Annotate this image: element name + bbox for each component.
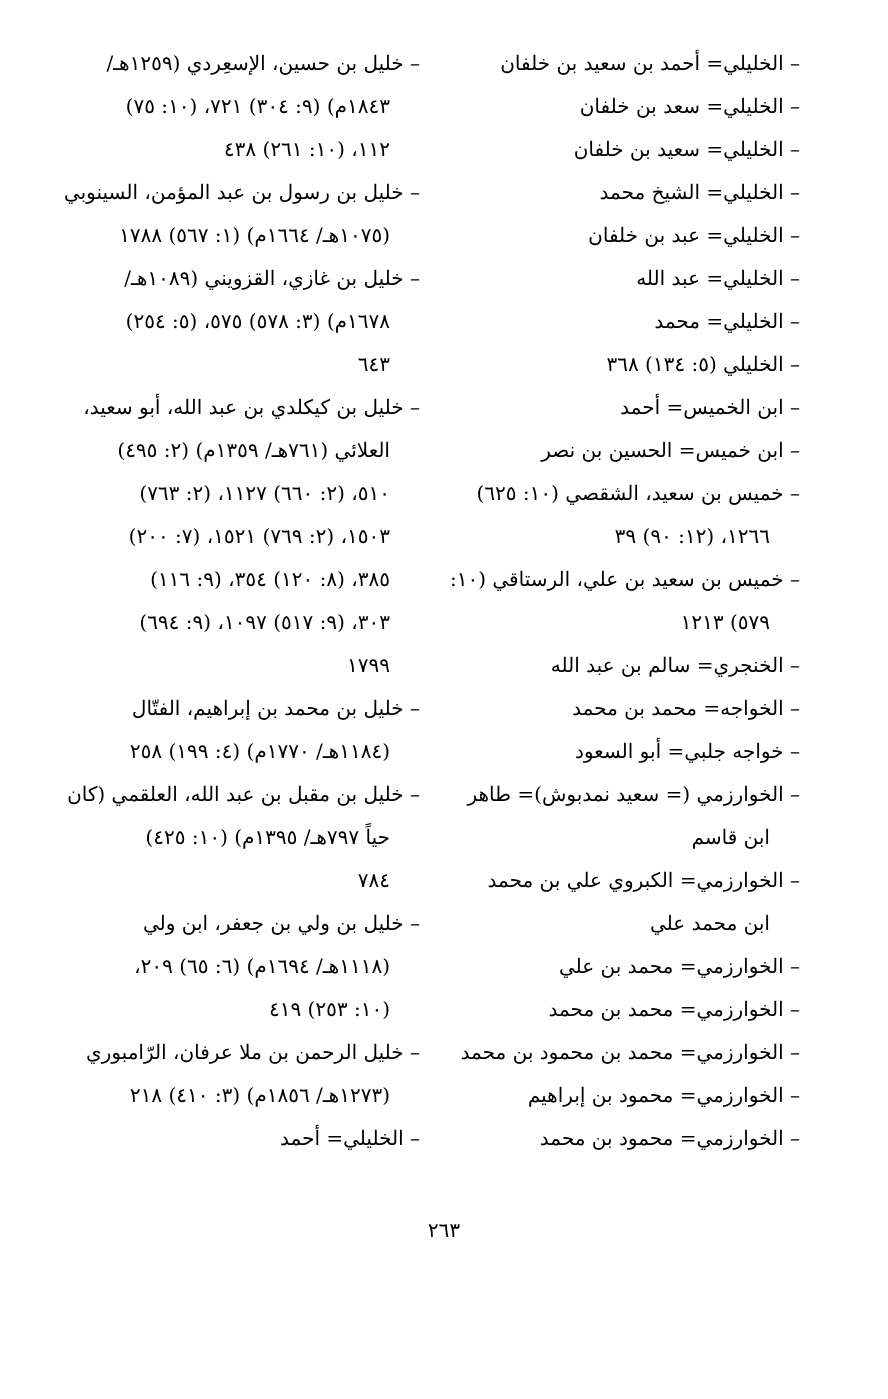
index-entry-line: – الخليلي= سعيد بن خلفان [573, 137, 800, 161]
index-entry-line: – الخليلي= عبد الله [636, 266, 800, 290]
index-columns [63, 42, 800, 1160]
index-entry-line: – الخليلي= الشيخ محمد [599, 180, 800, 204]
index-entry-line: ٦٤٣ [357, 352, 390, 376]
index-entry-line: – ابن خميس= الحسين بن نصر [541, 438, 800, 462]
index-entry-line: – الخليلي (٥: ١٣٤) ٣٦٨ [606, 352, 800, 376]
index-entry-line: – خميس بن سعيد، الشقصي (١٠: ٦٢٥) [476, 481, 800, 505]
index-entry-line: – خليل بن رسول بن عبد المؤمن، السينوبي [63, 180, 420, 204]
index-entry-line: – الخليلي= عبد بن خلفان [588, 223, 800, 247]
index-entry-line: – الخوارزمي (= سعيد نمدبوش)= طاهر [467, 782, 800, 806]
index-entry-line: – خميس بن سعيد بن علي، الرستاقي (١٠: [449, 567, 800, 591]
index-entry-line: – الخليلي= أحمد بن سعيد بن خلفان [500, 51, 800, 75]
index-entry-line: – خليل بن غازي، القزويني (١٠٨٩هـ/ [124, 266, 420, 290]
index-entry-line: ١٥٠٣، (٢: ٧٦٩) ١٥٢١، (٧: ٢٠٠) [128, 524, 390, 548]
index-entry-line: – الخوارزمي= محمد بن علي [558, 954, 800, 978]
index-entry-line: – خليل بن كيكلدي بن عبد الله، أبو سعيد، [83, 395, 420, 419]
index-entry-line: ٥١٠، (٢: ٦٦٠) ١١٢٧، (٢: ٧٦٣) [139, 481, 390, 505]
index-entry-line: – خليل الرحمن بن ملا عرفان، الرّامبوري [86, 1040, 420, 1064]
index-entry-line: – ابن الخميس= أحمد [620, 395, 800, 419]
index-entry-line: ١١٢، (١٠: ٢٦١) ٤٣٨ [223, 137, 390, 161]
index-entry-line: – خواجه جلبي= أبو السعود [574, 739, 800, 763]
index-entry-line: ابن قاسم [691, 825, 770, 849]
index-entry-line: – الخوارزمي= محمود بن محمد [539, 1126, 800, 1150]
index-entry-line: ٧٨٤ [357, 868, 390, 892]
page-number: ٢٦٣ [427, 1218, 461, 1242]
index-entry-line: ١٢٦٦، (١٢: ٩٠) ٣٩ [614, 524, 770, 548]
index-entry-line: – الخنجري= سالم بن عبد الله [550, 653, 800, 677]
index-entry-line: – الخواجه= محمد بن محمد [572, 696, 800, 720]
index-entry-line: (١١١٨هـ/ ١٦٩٤م) (٦: ٦٥) ٢٠٩، [134, 954, 390, 978]
index-entry-line: – خليل بن مقبل بن عبد الله، العلقمي (كان [67, 782, 420, 806]
index-entry-line: ١٧٩٩ [347, 653, 390, 677]
index-entry-line: (١٠: ٢٥٣) ٤١٩ [268, 997, 390, 1021]
index-entry-line: – الخليلي= سعد بن خلفان [579, 94, 800, 118]
left-column [449, 42, 800, 1160]
index-entry-line: ابن محمد علي [650, 911, 770, 935]
index-entry-line: حياً ٧٩٧هـ/ ١٣٩٥م) (١٠: ٤٢٥) [145, 825, 390, 849]
index-entry-line: – خليل بن ولي بن جعفر، ابن ولي [142, 911, 420, 935]
index-entry-line: – الخوارزمي= محمد بن محمود بن محمد [460, 1040, 800, 1064]
right-column [63, 42, 420, 1160]
index-entry-line: – الخليلي= محمد [654, 309, 800, 333]
index-entry-line: – الخليلي= أحمد [280, 1126, 420, 1150]
index-entry-line: – الخوارزمي= محمود بن إبراهيم [527, 1083, 800, 1107]
index-entry-line: ١٨٤٣م) (٩: ٣٠٤) ٧٢١، (١٠: ٧٥) [125, 94, 390, 118]
index-entry-line: ٣٠٣، (٩: ٥١٧) ١٠٩٧، (٩: ٦٩٤) [139, 610, 390, 634]
index-entry-line: – الخوارزمي= محمد بن محمد [548, 997, 800, 1021]
index-entry-line: – الخوارزمي= الكبروي علي بن محمد [487, 868, 800, 892]
index-entry-line: العلائي (٧٦١هـ/ ١٣٥٩م) (٢: ٤٩٥) [117, 438, 390, 462]
index-entry-line: – خليل بن حسين، الإسعِردي (١٢٥٩هـ/ [106, 51, 420, 75]
index-entry-line: (١١٨٤هـ/ ١٧٧٠م) (٤: ١٩٩) ٢٥٨ [129, 739, 390, 763]
index-entry-line: ١٦٧٨م) (٣: ٥٧٨) ٥٧٥، (٥: ٢٥٤) [125, 309, 390, 333]
index-entry-line: (١٠٧٥هـ/ ١٦٦٤م) (١: ٥٦٧) ١٧٨٨ [119, 223, 390, 247]
index-entry-line: (١٢٧٣هـ/ ١٨٥٦م) (٣: ٤١٠) ٢١٨ [129, 1083, 390, 1107]
index-entry-line: ٥٧٩) ١٢١٣ [680, 610, 770, 634]
index-entry-line: ٣٨٥، (٨: ١٢٠) ٣٥٤، (٩: ١١٦) [150, 567, 390, 591]
index-entry-line: – خليل بن محمد بن إبراهيم، الفتّال [131, 696, 420, 720]
